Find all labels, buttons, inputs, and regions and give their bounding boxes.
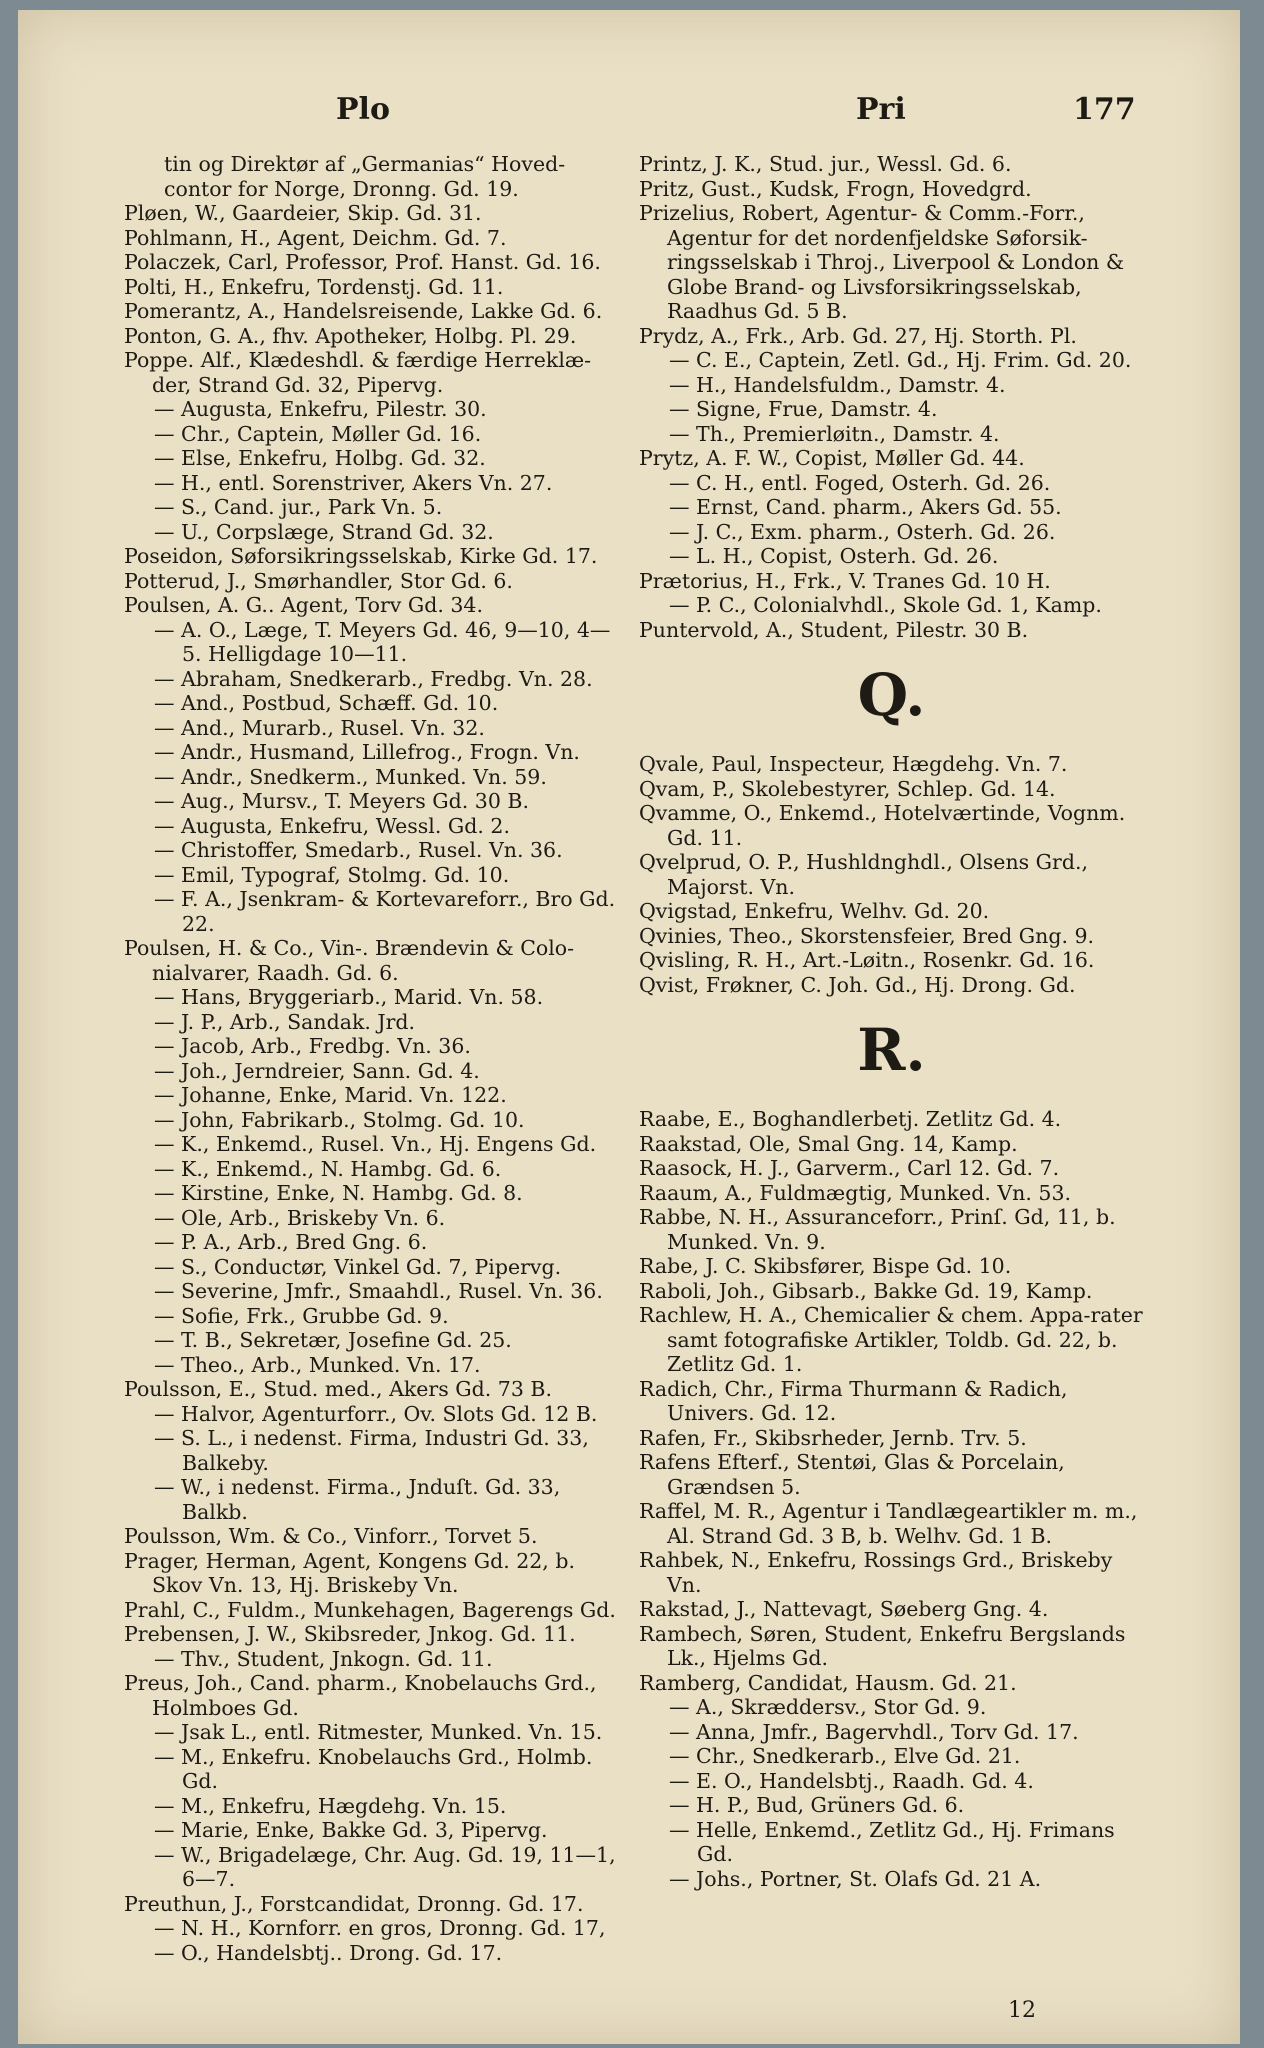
directory-entry: — Signe, Frue, Damstr. 4. (669, 397, 938, 421)
directory-entry: Raasock, H. J., Garverm., Carl 12. Gd. 7. (639, 1156, 1060, 1180)
directory-entry: — Johanne, Enke, Marid. Vn. 122. (154, 1083, 507, 1107)
directory-entry: Rabbe, N. H., Assuranceforr., Prinſ. Gd, 11, b. Munked. Vn. 9. (639, 1205, 1116, 1254)
directory-entry: Qvisling, R. H., Art.-Løitn., Rosenkr. Gd. 16. (639, 948, 1095, 972)
directory-entry: Prizelius, Robert, Agentur- & Comm.-Forr., Agentur for det nordenfjeldske Søforsik-ringsselskab i Throj., Liverpool & London & Globe Brand- og Livsforsikringsselskab, Raadhus Gd. 5 B. (639, 201, 1125, 323)
directory-entry: — Marie, Enke, Bakke Gd. 3, Pipervg. (154, 1818, 548, 1842)
directory-entry: — Augusta, Enkefru, Pilestr. 30. (154, 397, 487, 421)
directory-entry: — W., Brigadelæge, Chr. Aug. Gd. 19, 11—1, 6—7. (154, 1842, 616, 1891)
directory-entry: Qvale, Paul, Inspecteur, Hægdehg. Vn. 7. (639, 752, 1068, 776)
directory-entry: Poulsson, Wm. & Co., Vinforr., Torvet 5. (124, 1524, 538, 1548)
section-letter: Q. (857, 661, 926, 729)
directory-entry: Polaczek, Carl, Professor, Prof. Hanst. Gd. 16. (124, 250, 601, 274)
directory-entry: — S., Conductør, Vinkel Gd. 7, Pipervg. (154, 1254, 562, 1279)
directory-entry: — Helle, Enkemd., Zetlitz Gd., Hj. Frimans Gd. (669, 1817, 1115, 1866)
directory-entry: Poseidon, Søforsikringsselskab, Kirke Gd. 17. (124, 544, 598, 568)
directory-entry: — J. P., Arb., Sandak. Jrd. (154, 1009, 416, 1034)
directory-entry: Poulsen, A. G.. Agent, Torv Gd. 34. (124, 593, 483, 617)
directory-entry: Prebensen, J. W., Skibsreder, Jnkog. Gd. 11. (124, 1622, 576, 1646)
directory-entry: — Chr., Snedkerarb., Elve Gd. 21. (669, 1744, 1021, 1768)
directory-entry: Raboli, Joh., Gibsarb., Bakke Gd. 19, Kamp. (639, 1278, 1093, 1303)
directory-entry: Poulsson, E., Stud. med., Akers Gd. 73 B. (124, 1377, 552, 1401)
directory-entry: — E. O., Handelsbtj., Raadh. Gd. 4. (669, 1768, 1034, 1793)
directory-entry: — S. L., i nedenst. Firma, Industri Gd. 33, Balkeby. (154, 1426, 589, 1475)
directory-entry: — Johs., Portner, St. Olafs Gd. 21 A. (669, 1866, 1042, 1891)
directory-entry: Prætorius, H., Frk., V. Tranes Gd. 10 H. (639, 568, 1051, 593)
directory-entry: — Th., Premierløitn., Damstr. 4. (669, 421, 1000, 446)
directory-entry: Rambech, Søren, Student, Enkefru Bergslands Lk., Hjelms Gd. (639, 1621, 1126, 1670)
directory-entry: — A., Skræddersv., Stor Gd. 9. (669, 1695, 987, 1719)
right-column (639, 152, 1144, 1891)
directory-entry: Puntervold, A., Student, Pilestr. 30 B. (639, 617, 1029, 642)
directory-entry: — Severine, Jmfr., Smaahdl., Rusel. Vn. 36. (154, 1279, 603, 1303)
directory-entry: — Halvor, Agenturforr., Ov. Slots Gd. 12 B. (154, 1401, 598, 1426)
signature-mark: 12 (1008, 1998, 1036, 2023)
directory-entry: — C. H., entl. Foged, Osterh. Gd. 26. (669, 470, 1051, 495)
directory-entry: tin og Direktør af „Germanias“ Hoved- (164, 152, 566, 176)
directory-entry: Prager, Herman, Agent, Kongens Gd. 22, b. Skov Vn. 13, Hj. Briskeby Vn. (124, 1548, 575, 1597)
directory-entry: Poppe. Alf., Klædeshdl. & færdige Herreklæ-der, Strand Gd. 32, Pipervg. (124, 348, 592, 397)
directory-entry: — Hans, Bryggeriarb., Marid. Vn. 58. (154, 985, 544, 1009)
directory-entry: Rafen, Fr., Skibsrheder, Jernb. Trv. 5. (639, 1425, 1027, 1450)
directory-entry: — H., Handelsfuldm., Damstr. 4. (669, 372, 1006, 397)
directory-entry: — L. H., Copist, Osterh. Gd. 26. (669, 544, 999, 568)
directory-entry: Qvamme, O., Enkemd., Hotelværtinde, Vognm. Gd. 11. (639, 801, 1126, 850)
directory-entry: — O., Handelsbtj.. Drong. Gd. 17. (154, 1940, 503, 1965)
directory-entry: Rachlew, H. A., Chemicalier & chem. Appa-rater samt fotografiske Artikler, Toldb. Gd. 22, b. Zetlitz Gd. 1. (639, 1303, 1143, 1376)
directory-entry: — C. E., Captein, Zetl. Gd., Hj. Frim. Gd. 20. (669, 348, 1132, 372)
directory-entry: Poulsen, H. & Co., Vin-. Brændevin & Colo-nialvarer, Raadh. Gd. 6. (124, 936, 575, 985)
directory-entry: — Ole, Arb., Briskeby Vn. 6. (154, 1205, 446, 1230)
directory-entry: — N. H., Kornforr. en gros, Dronng. Gd. 17, (154, 1916, 606, 1940)
directory-entry: — Andr., Husmand, Lillefrog., Frogn. Vn. (154, 740, 580, 764)
directory-entry: — And., Postbud, Schæff. Gd. 10. (154, 691, 499, 715)
directory-entry: — Christoffer, Smedarb., Rusel. Vn. 36. (154, 838, 563, 862)
directory-entry: Printz, J. K., Stud. jur., Wessl. Gd. 6. (639, 152, 1012, 176)
directory-entry: — Emil, Typograf, Stolmg. Gd. 10. (154, 862, 510, 887)
directory-entry: Prytz, A. F. W., Copist, Møller Gd. 44. (639, 446, 1025, 470)
directory-entry: Prahl, C., Fuldm., Munkehagen, Bagerengs Gd. (124, 1597, 616, 1622)
directory-entry: — P. A., Arb., Bred Gng. 6. (154, 1230, 428, 1254)
directory-entry: Preuthun, J., Forstcandidat, Dronng. Gd. 17. (124, 1891, 584, 1916)
directory-entry: Pohlmann, H., Agent, Deichm. Gd. 7. (124, 225, 507, 250)
directory-entry: Potterud, J., Smørhandler, Stor Gd. 6. (124, 568, 513, 593)
directory-entry: — F. A., Jsenkram- & Kortevareforr., Bro Gd. 22. (154, 887, 616, 936)
directory-entry: Ramberg, Candidat, Hausm. Gd. 21. (639, 1670, 1017, 1695)
directory-entry: — John, Fabrikarb., Stolmg. Gd. 10. (154, 1107, 525, 1132)
directory-entry: — Andr., Snedkerm., Munked. Vn. 59. (154, 764, 547, 789)
directory-entry: — M., Enkefru. Knobelauchs Grd., Holmb. Gd. (154, 1744, 593, 1793)
directory-entry: — Ernst, Cand. pharm., Akers Gd. 55. (669, 495, 1062, 519)
directory-entry: Pritz, Gust., Kudsk, Frogn, Hovedgrd. (639, 176, 1032, 201)
directory-entry: — H. P., Bud, Grüners Gd. 6. (669, 1793, 965, 1817)
directory-entry: — M., Enkefru, Hægdehg. Vn. 15. (154, 1793, 507, 1818)
directory-page (18, 10, 1240, 2044)
directory-entry: — Thv., Student, Jnkogn. Gd. 11. (154, 1646, 493, 1671)
directory-entry: — Jsak L., entl. Ritmester, Munked. Vn. 15. (154, 1720, 603, 1744)
directory-entry: Qvist, Frøkner, C. Joh. Gd., Hj. Drong. Gd. (639, 972, 1076, 997)
directory-entry: Polti, H., Enkefru, Tordenstj. Gd. 11. (124, 274, 504, 299)
directory-entry: — Abraham, Snedkerarb., Fredbg. Vn. 28. (154, 666, 593, 691)
directory-entry: — Anna, Jmfr., Bagervhdl., Torv Gd. 17. (669, 1719, 1079, 1744)
directory-entry: — Sofie, Frk., Grubbe Gd. 9. (154, 1303, 449, 1328)
directory-entry: Prydz, A., Frk., Arb. Gd. 27, Hj. Storth. Pl. (639, 323, 1077, 348)
directory-entry: Qvam, P., Skolebestyrer, Schlep. Gd. 14. (639, 776, 1056, 801)
directory-entry: Rakstad, J., Nattevagt, Søeberg Gng. 4. (639, 1597, 1049, 1621)
directory-entry: Raffel, M. R., Agentur i Tandlægeartikler m. m., Al. Strand Gd. 3 B, b. Welhv. Gd. 1 B. (639, 1499, 1138, 1548)
directory-entry: — Joh., Jerndreier, Sann. Gd. 4. (154, 1058, 480, 1083)
page-number: 177 (1073, 92, 1136, 127)
directory-entry: — T. B., Sekretær, Josefine Gd. 25. (154, 1328, 512, 1352)
directory-entry: — Augusta, Enkefru, Wessl. Gd. 2. (154, 813, 510, 838)
directory-entry: contor for Norge, Dronng. Gd. 19. (164, 176, 519, 201)
directory-entry: Preus, Joh., Cand. pharm., Knobelauchs Grd., Holmboes Gd. (124, 1671, 597, 1720)
directory-entry: Qvelprud, O. P., Hushldnghdl., Olsens Grd., Majorst. Vn. (639, 850, 1089, 899)
running-head-left: Plo (336, 92, 390, 127)
section-letter: R. (857, 1016, 926, 1084)
directory-entry: Rabe, J. C. Skibsfører, Bispe Gd. 10. (639, 1254, 1012, 1278)
running-head-right: Pri (856, 92, 906, 127)
directory-entry: Rafens Efterf., Stentøi, Glas & Porcelain, Grændsen 5. (639, 1450, 1065, 1499)
directory-entry: — U., Corpslæge, Strand Gd. 32. (154, 519, 494, 544)
directory-entry: — P. C., Colonialvhdl., Skole Gd. 1, Kamp. (669, 593, 1102, 617)
directory-entry: — Chr., Captein, Møller Gd. 16. (154, 421, 482, 446)
directory-entry: Pomerantz, A., Handelsreisende, Lakke Gd. 6. (124, 299, 603, 323)
directory-entry: Raakstad, Ole, Smal Gng. 14, Kamp. (639, 1131, 1018, 1156)
directory-entry: Qvinies, Theo., Skorstensfeier, Bred Gng. 9. (639, 923, 1095, 948)
directory-entry: — J. C., Exm. pharm., Osterh. Gd. 26. (669, 519, 1056, 544)
directory-entry: Ponton, G. A., fhv. Apotheker, Holbg. Pl. 29. (124, 323, 577, 348)
directory-entry: — Else, Enkefru, Holbg. Gd. 32. (154, 446, 486, 470)
directory-entry: Radich, Chr., Firma Thurmann & Radich, Univers. Gd. 12. (639, 1376, 1068, 1425)
directory-entry: — K., Enkemd., N. Hambg. Gd. 6. (154, 1156, 502, 1181)
directory-entry: — H., entl. Sorenstriver, Akers Vn. 27. (154, 470, 553, 495)
directory-entry: — And., Murarb., Rusel. Vn. 32. (154, 715, 485, 740)
directory-entry: — Theo., Arb., Munked. Vn. 17. (154, 1352, 481, 1377)
directory-entry: Qvigstad, Enkefru, Welhv. Gd. 20. (639, 899, 990, 923)
directory-entry: — S., Cand. jur., Park Vn. 5. (154, 495, 443, 519)
directory-entry: Raaum, A., Fuldmægtig, Munked. Vn. 53. (639, 1180, 1072, 1205)
left-column (124, 152, 629, 1965)
directory-entry: — Kirstine, Enke, N. Hambg. Gd. 8. (154, 1181, 523, 1205)
directory-entry: Raabe, E., Boghandlerbetj. Zetlitz Gd. 4. (639, 1107, 1062, 1131)
directory-entry: — A. O., Læge, T. Meyers Gd. 46, 9—10, 4—5. Helligdage 10—11. (154, 617, 611, 666)
directory-entry: Pløen, W., Gaardeier, Skip. Gd. 31. (124, 201, 482, 225)
directory-entry: Rahbek, N., Enkefru, Rossings Grd., Briskeby Vn. (639, 1548, 1113, 1597)
directory-entry: — Jacob, Arb., Fredbg. Vn. 36. (154, 1034, 471, 1058)
directory-entry: — W., i nedenst. Firma., Jnduſt. Gd. 33, Balkb. (154, 1475, 561, 1524)
directory-entry: — K., Enkemd., Rusel. Vn., Hj. Engens Gd. (154, 1132, 597, 1156)
directory-entry: — Aug., Mursv., T. Meyers Gd. 30 B. (154, 789, 529, 813)
